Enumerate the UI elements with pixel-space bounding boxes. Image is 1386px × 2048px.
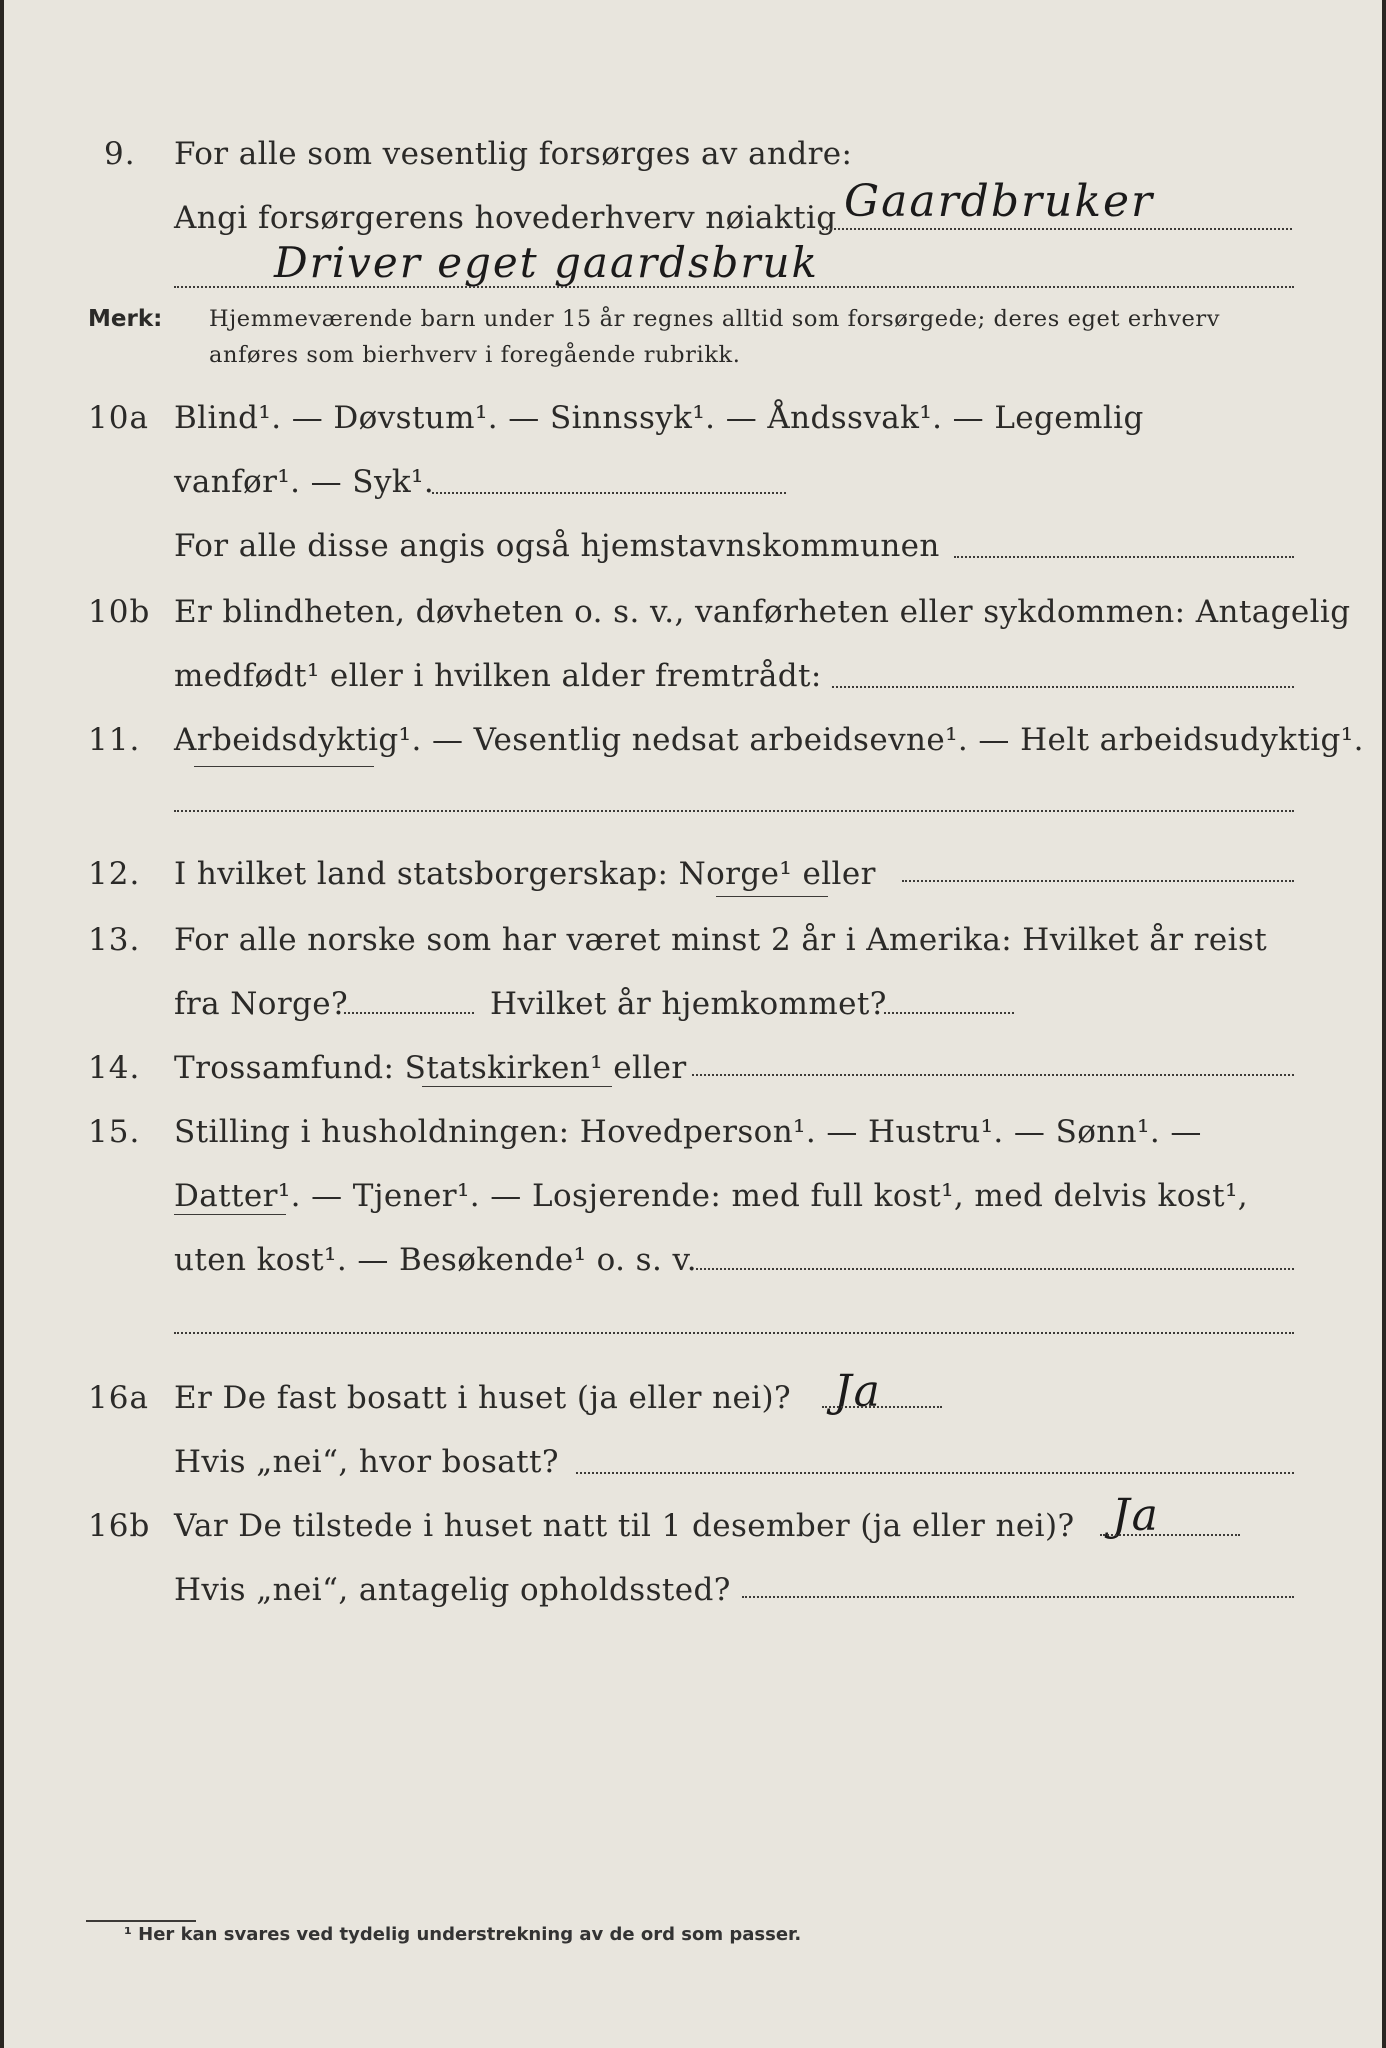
q9-number: 9.	[104, 136, 136, 172]
q15-text-line1: Stilling i husholdningen: Hovedperson¹. — Hustru¹. — Sønn¹. —	[174, 1114, 1202, 1150]
q15-row	[4, 1104, 1382, 1164]
q13-text-line1: For alle norske som har været minst 2 år i Amerika: Hvilket år reist	[174, 922, 1268, 958]
q15-row2	[4, 1168, 1382, 1228]
q9-text-line2: Angi forsørgerens hovederhverv nøiaktig	[174, 200, 837, 236]
q15-row3	[4, 1232, 1382, 1292]
q10a-number: 10a	[88, 400, 149, 436]
q11-number: 11.	[88, 722, 141, 758]
q10a-text-line3: For alle disse angis også hjemstavnskommunen	[174, 528, 940, 564]
footnote: ¹ Her kan svares ved tydelig understrekning av de ord som passer.	[124, 1924, 802, 1945]
q13-number: 13.	[88, 922, 141, 958]
q10b-text-line2: medfødt¹ eller i hvilken alder fremtrådt:	[174, 658, 822, 694]
q14-number: 14.	[88, 1050, 141, 1086]
q14-row	[4, 1040, 1382, 1100]
q16a-handwritten-answer: Ja	[834, 1366, 882, 1417]
q13-row2	[4, 976, 1382, 1036]
q13-text-line2b: Hvilket år hjemkommet?	[490, 986, 887, 1022]
q10a-text-line1: Blind¹. — Døvstum¹. — Sinnssyk¹. — Åndssvak¹. — Legemlig	[174, 400, 1144, 436]
q9-handwritten-answer-occupation: Gaardbruker	[844, 176, 1155, 227]
merk-note-line1: Hjemmeværende barn under 15 år regnes alltid som forsørgede; deres eget erhverv	[209, 306, 1221, 332]
q10a-row2	[4, 454, 1382, 514]
q12-text-line1: I hvilket land statsborgerskap: Norge¹ eller	[174, 856, 876, 892]
q16b-row	[4, 1498, 1382, 1558]
q10a-text-line2: vanfør¹. — Syk¹.	[174, 464, 435, 500]
q13-row	[4, 912, 1382, 972]
q10a-row	[4, 390, 1382, 450]
q10a-row3	[4, 518, 1382, 578]
q15-text-line3: uten kost¹. — Besøkende¹ o. s. v.	[174, 1242, 697, 1278]
q12-number: 12.	[88, 856, 141, 892]
q10b-text-line1: Er blindheten, døvheten o. s. v., vanførheten eller sykdommen: Antagelig	[174, 594, 1351, 630]
q16a-text-line1: Er De fast bosatt i huset (ja eller nei)?	[174, 1380, 792, 1416]
q15-number: 15.	[88, 1114, 141, 1150]
q16b-text-line1: Var De tilstede i huset natt til 1 desember (ja eller nei)?	[174, 1508, 1075, 1544]
q16b-row2	[4, 1562, 1382, 1622]
census-form-page	[4, 0, 1382, 2048]
q16b-handwritten-answer: Ja	[1112, 1490, 1160, 1541]
q9-handwritten-answer-detail: Driver eget gaardsbruk	[274, 238, 819, 287]
merk-note-line2: anføres som bierhverv i foregående rubrikk.	[209, 342, 741, 368]
q9-row	[4, 126, 1382, 186]
q11-row	[4, 712, 1382, 772]
merk-label: Merk:	[88, 306, 163, 332]
q15-text-line2: Datter¹. — Tjener¹. — Losjerende: med full kost¹, med delvis kost¹,	[174, 1178, 1249, 1214]
q10b-row	[4, 584, 1382, 644]
q16b-number: 16b	[88, 1508, 151, 1544]
q9-text-line1: For alle som vesentlig forsørges av andre:	[174, 136, 853, 172]
q10b-number: 10b	[88, 594, 151, 630]
q16a-row	[4, 1370, 1382, 1430]
q16a-number: 16a	[88, 1380, 149, 1416]
q14-text-line1: Trossamfund: Statskirken¹ eller	[174, 1050, 687, 1086]
q16a-text-line2: Hvis „nei“, hvor bosatt?	[174, 1444, 559, 1480]
q11-text-line1: Arbeidsdyktig¹. — Vesentlig nedsat arbeidsevne¹. — Helt arbeidsudyktig¹.	[174, 722, 1364, 758]
q12-row	[4, 846, 1382, 906]
q13-text-line2a: fra Norge?	[174, 986, 349, 1022]
q16b-text-line2: Hvis „nei“, antagelig opholdssted?	[174, 1572, 731, 1608]
q16a-row2	[4, 1434, 1382, 1494]
q10b-row2	[4, 648, 1382, 708]
